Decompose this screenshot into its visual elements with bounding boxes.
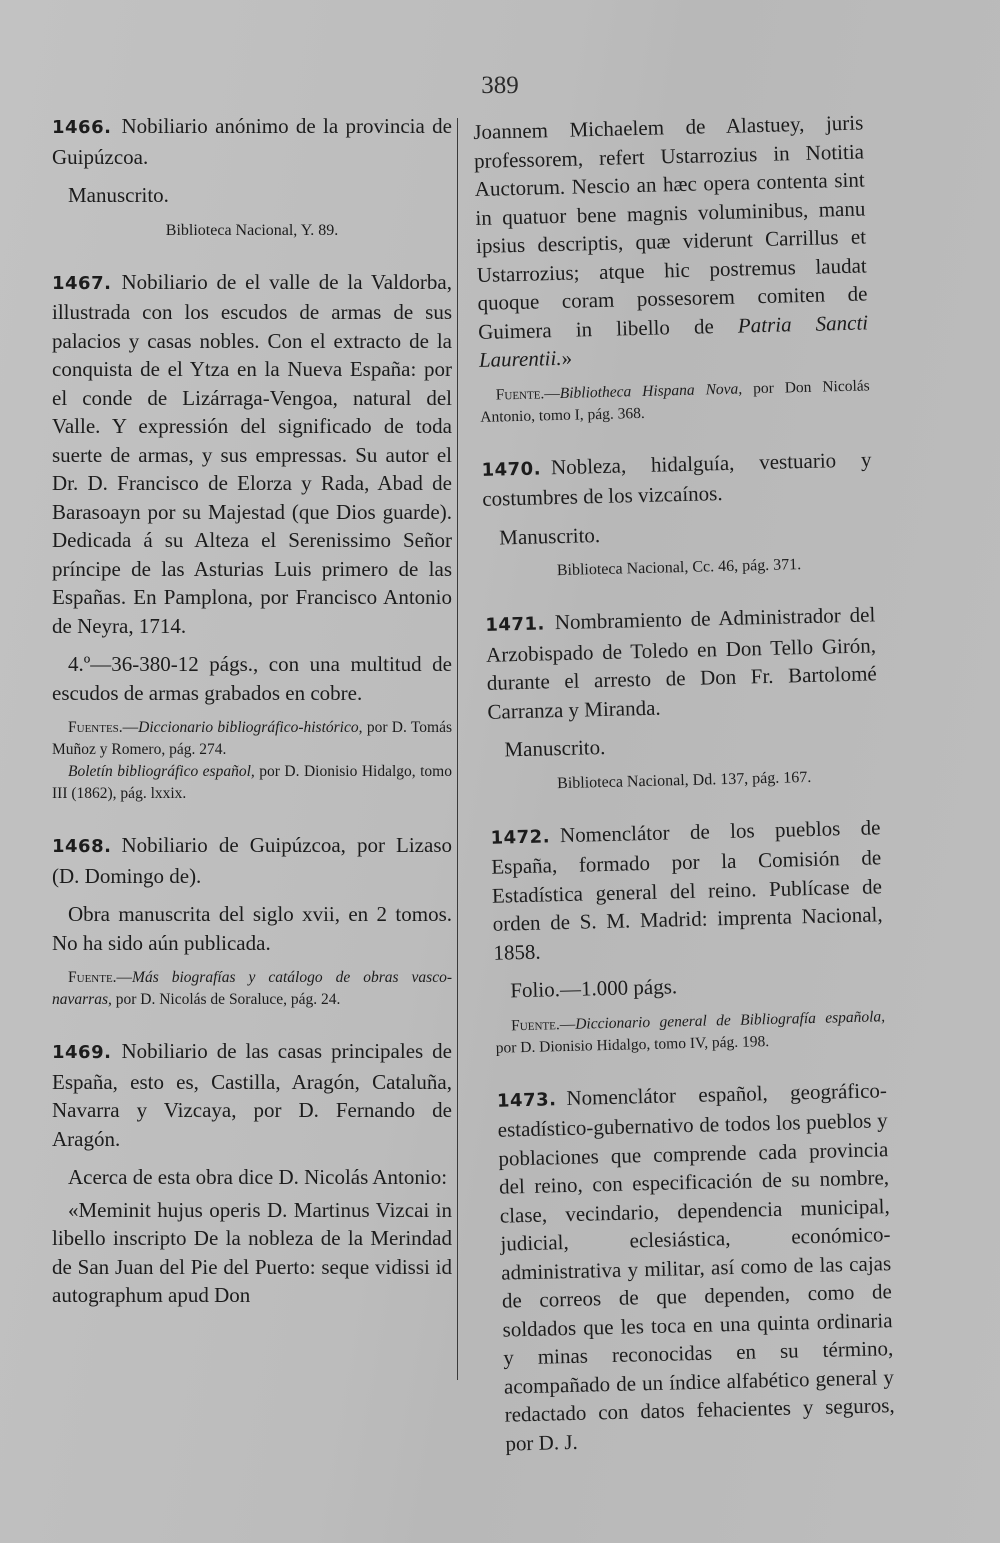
source-title: Diccionario bibliográfico-histórico, [138, 719, 363, 736]
entry-1468 [52, 831, 452, 1011]
entry-format: Manuscrito. [68, 183, 169, 207]
entry-heading [490, 813, 883, 967]
entry-heading [52, 268, 452, 641]
entry-number: 1466. [52, 117, 112, 138]
source-title: Bibliotheca Hispana Nova, [559, 380, 743, 402]
quote-text: Joannem Michaelem de Alastuey, juris professorem, refert Ustarrozius in Notitia Auctorum. Nescio an hæc opera contenta sint in quatuor bene magnis voluminibus, manu ipsius descriptis, quæ viderunt Carrillus et Ustarrozius; atque hic postremus laudat quoque coram possesorem comiten de Guimera in libello de [473, 110, 868, 344]
entry-1469-continued [473, 108, 870, 428]
entry-heading [52, 1037, 452, 1153]
entry-description: 4.º—36-380-12 págs., con una multitud de escudos de armas grabados en cobre. [52, 652, 452, 705]
entry-title: Nobiliario de Guipúzcoa, por Lizaso (D. Domingo de). [52, 833, 452, 888]
spacer [52, 242, 452, 268]
entry-title: Nomenclátor de los pueblos de España, formado por la Comisión de Estadística general del reino. Publícase de orden de S. M. Madrid: imprenta Nacional, 1858. [491, 814, 883, 965]
entry-title: Nobleza, hidalguía, vestuario y costumbres de los vizcaínos. [482, 446, 872, 511]
page-number: 389 [481, 72, 519, 99]
source-title: Más biografías y catálogo de obras vasco-navarras, [52, 969, 452, 1008]
entry-description: Obra manuscrita del siglo xvii, en 2 tomos. No ha sido aún publicada. [52, 902, 452, 955]
source-details: por D. Nicolás de Soraluce, pág. 24. [111, 991, 341, 1008]
entry-1467 [52, 268, 452, 806]
entry-title: Nobiliario de las casas principales de España, esto es, Castilla, Aragón, Cataluña, Navarra y Vizcaya, por D. Fernando de Aragón. [52, 1039, 452, 1151]
source-details: por D. Dionisio Hidalgo, tomo IV, pág. 198. [495, 1032, 770, 1057]
source-lead: Fuente.— [495, 384, 560, 404]
entry-1470 [481, 445, 874, 584]
entry-location: Biblioteca Nacional, Y. 89. [165, 221, 339, 239]
entry-location: Biblioteca Nacional, Dd. 137, pág. 167. [556, 768, 812, 792]
entry-1471 [485, 600, 879, 796]
entry-number: 1472. [490, 825, 551, 849]
quote-end: » [561, 345, 573, 370]
entry-1469 [52, 1037, 452, 1310]
entry-title: Nombramiento de Administrador del Arzobispado de Toledo en Don Tello Girón, durante el arresto de Don Fr. Bartolomé Carranza y Miranda. [485, 602, 877, 724]
right-column [473, 108, 896, 1457]
entry-format: Manuscrito. [498, 522, 601, 549]
entry-number: 1468. [52, 836, 112, 857]
entry-source [52, 717, 452, 761]
source-title: Boletín bibliográfico español, [68, 763, 255, 780]
entry-source [52, 967, 452, 1011]
entry-quote: «Meminit hujus operis D. Martinus Vizcai in libello inscripto De la nobleza de la Merindad de San Juan del Pie del Puerto: seque vidissi id autographum apud Don [52, 1197, 452, 1307]
entry-number: 1469. [52, 1042, 112, 1063]
entry-title: Nobiliario anónimo de la provincia de Guipúzcoa. [52, 114, 452, 169]
entry-number: 1467. [52, 272, 112, 294]
source-lead: Fuentes.— [68, 719, 139, 736]
source-lead: Fuente.— [510, 1015, 576, 1034]
column-divider [457, 118, 458, 1380]
entry-number: 1471. [485, 613, 546, 636]
entry-1472 [490, 813, 886, 1059]
entry-heading [497, 1076, 896, 1458]
quote-italic: Patria Sancti Laurentii. [478, 309, 869, 372]
spacer [52, 1011, 452, 1037]
source-title: Diccionario general de Bibliografía española, [574, 1007, 886, 1033]
entry-number: 1470. [481, 457, 542, 481]
spacer [52, 805, 452, 831]
entry-heading [52, 831, 452, 890]
entry-title: Nomenclátor español, geográfico-estadístico-gubernativo de todos los pueblos y poblaciones que comprende cada provincia del reino, con especificación de su nombre, clase, vecindario, dependencia municipal, judicial, eclesiástica, económico-administrativa y militar, así como de las cajas de correos de que dependen, como de soldados que les toca en una quinta ordinaria y minas reconocidas en su término, acompañado de un índice alfabético general y redactado con datos fehacientes y seguros, por D. J. [497, 1077, 895, 1456]
entry-1466 [52, 112, 452, 242]
entry-description: Folio.—1.000 págs. [510, 974, 678, 1003]
source-details: por D. Dionisio Hidalgo, tomo III (1862), pág. lxxix. [52, 763, 452, 802]
left-column [52, 112, 452, 1310]
source-details: por Don Nicolás Antonio, tomo I, pág. 368. [480, 376, 870, 426]
entry-number: 1473. [496, 1088, 557, 1112]
source-lead: Fuente.— [68, 969, 133, 986]
entry-1473 [497, 1076, 896, 1458]
entry-heading [52, 112, 452, 171]
entry-format: Manuscrito. [504, 734, 606, 762]
quote-continuation [473, 108, 869, 374]
entry-source [52, 761, 452, 805]
entry-description: Acerca de esta obra dice D. Nicolás Antonio: [68, 1165, 448, 1189]
entry-location: Biblioteca Nacional, Cc. 46, pág. 371. [556, 556, 802, 580]
entry-heading [485, 600, 878, 725]
entry-title: Nobiliario de el valle de la Valdorba, illustrada con los escudos de armas de sus palacios y casas nobles. Con el extracto de la conquista de el Ytza en la Nueva España: por el conde de Lizárraga-Vengoa, natural del Valle. Y expressión del significado de toda suerte de armas, y sus empressas. Su autor el Dr. D. Francisco de Elorza y Rada, Abad de Barasoayn por su Majestad (que Dios guarde). Dedicada á su Alteza el Serenissimo Señor príncipe de las Asturias Luis primero de las Españas. En Pamplona, por Francisco Antonio de Neyra, 1714. [52, 269, 452, 638]
entry-heading [481, 445, 872, 514]
source-details: por D. Tomás Muñoz y Romero, pág. 274. [52, 719, 453, 758]
